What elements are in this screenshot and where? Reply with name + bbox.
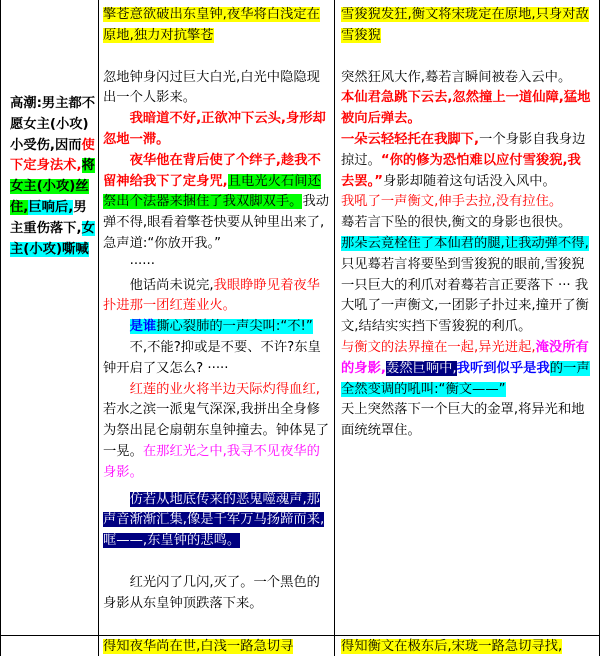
col2-p7-plain: 若水之滨一派鬼气深深,我拼出全身修为祭出昆仑扇朝东皇钟撞去。钟体晃了一晃。 <box>103 402 330 459</box>
col2-p7-red: 红莲的业火将半边天际灼得血红, <box>129 381 320 397</box>
col3-p3-red: 一朵云轻轻托在我脚下, <box>341 131 480 147</box>
col1-summary <box>10 94 96 260</box>
col3-p3-quote: “你的修为恐怕难以应付雪狻猊,我去罢。” <box>341 152 581 189</box>
col2-p4-plain: 他话尚未说完, <box>129 277 214 293</box>
col3-p2: 本仙君急跳下云去,忽然撞上一道仙障,猛地被向后弹去。 <box>341 90 591 127</box>
col2-p1: 忽地钟身闪过巨大白光,白光中隐隐现出一个人影来。 <box>103 69 320 106</box>
col3-p3-plain2: 身影却随着这句话没入风中。 <box>382 173 556 189</box>
table-divider-1 <box>98 0 99 656</box>
col3-bottom-row <box>341 638 593 656</box>
col2-p5-who: 是谁 <box>129 319 157 335</box>
col2-p3-red: 夜华他在背后使了个绊子,趁我不留神给我下了定身咒, <box>103 152 321 189</box>
col3-p7-navy: 轰然巨响中, <box>385 360 457 376</box>
col2-p5-quote: “不!” <box>280 319 313 335</box>
col3-p4: 我吼了一声衡文,伸手去拉,没有拉住。 <box>341 194 563 210</box>
col2-p7-magenta: 在那红光之中,我寻不见夜华的身影。 <box>103 443 320 480</box>
col1-plain: 男主重伤落下, <box>10 199 87 236</box>
col2-p2: 我暗道不好,正欲冲下云头,身形却忽地一滞。 <box>103 111 326 147</box>
col2-p9: 红光闪了几闪,灭了。一个黑色的身影从东皇钟顶跌落下来。 <box>103 574 320 611</box>
col3-p7-blue: 我听到似乎是我 <box>456 360 550 376</box>
col1-cyan: 女主(小攻)嘶喊 <box>10 220 95 257</box>
col2-bottom-row <box>103 638 331 656</box>
col3-p7-red: 与衡文的法界撞在一起,异光迸起, <box>341 339 536 355</box>
col2-p4-red: 我眼睁睁见着夜华扑进那一团红莲业火。 <box>103 277 320 314</box>
col2-dots: ······ <box>129 256 155 272</box>
col2-p6: 不,不能?抑或是不要、不许?东皇钟开启了又怎么? ····· <box>103 339 321 376</box>
col2-p8-navy: 仿若从地底传来的恶鬼噬魂声,那声音渐渐汇集,像是千军万马扬蹄而来,哐——,东皇钟的悲鸣。 <box>103 491 325 549</box>
col2-bottom: 得知夜华尚在世,白浅一路急切寻 <box>103 639 294 654</box>
col2-p3-green: 且电光火石间还祭出个法器来捆住了我双脚双手。 <box>103 173 321 210</box>
col2-p3-tail: 我动弹不得,眼看着擎苍快要从钟里出来了,急声道:“你放开我。” <box>103 194 330 251</box>
col1-cyan-bold: 巨响后, <box>28 199 74 215</box>
col3-p8: 天上突然落下一个巨大的金罩,将异光和地面统统罩住。 <box>341 402 585 439</box>
col3-p7-quote: 的一声全然变调的吼叫:“衡文——” <box>341 360 590 397</box>
col3-passage <box>341 5 593 442</box>
table-divider-2 <box>334 0 335 656</box>
col3-bottom: 得知衡文在极东后,宋珑一路急切寻找, <box>341 639 563 654</box>
col3-p6-cyan: 那朵云竟栓住了本仙君的腿,让我动弹不得, <box>341 235 589 251</box>
col1-green: 将女主(小攻)丝住, <box>10 158 95 215</box>
col2-intro: 擎苍意欲破出东皇钟,夜华将白浅定在原地,独力对抗擎苍 <box>103 7 320 43</box>
col1-red: 使下定身法术, <box>10 137 95 174</box>
col3-p7-mag: 淹没所有的身影, <box>341 339 589 376</box>
col1-heading: 高潮:男主都不愿女主(小攻)小受伤,因而 <box>10 96 96 153</box>
col3-intro: 雪狻猊发狂,衡文将宋珑定在原地,只身对敌雪狻猊 <box>341 7 589 43</box>
col3-p5: 蓦若言下坠的很快,衡文的身影也很快。 <box>341 215 572 231</box>
col3-p6-plain: 只见蓦若言将要坠到雪狻猊的眼前,雪狻猊一只巨大的利爪对着蓦若言正要落下 ··· 我大吼了一声衡文,一团影子扑过来,撞开了衡文,结结实实挡下雪狻猊的利爪。 <box>341 256 589 335</box>
col3-p1: 突然狂风大作,蓦若言瞬间被卷入云中。 <box>341 69 572 85</box>
col2-passage <box>103 5 331 615</box>
table-border-left <box>0 0 1 656</box>
col3-p3-plain1: 一个身影自我身边掠过。 <box>341 131 586 168</box>
row-divider <box>0 635 600 636</box>
col2-p5-rest: 撕心裂肺的一声尖叫: <box>156 319 281 335</box>
